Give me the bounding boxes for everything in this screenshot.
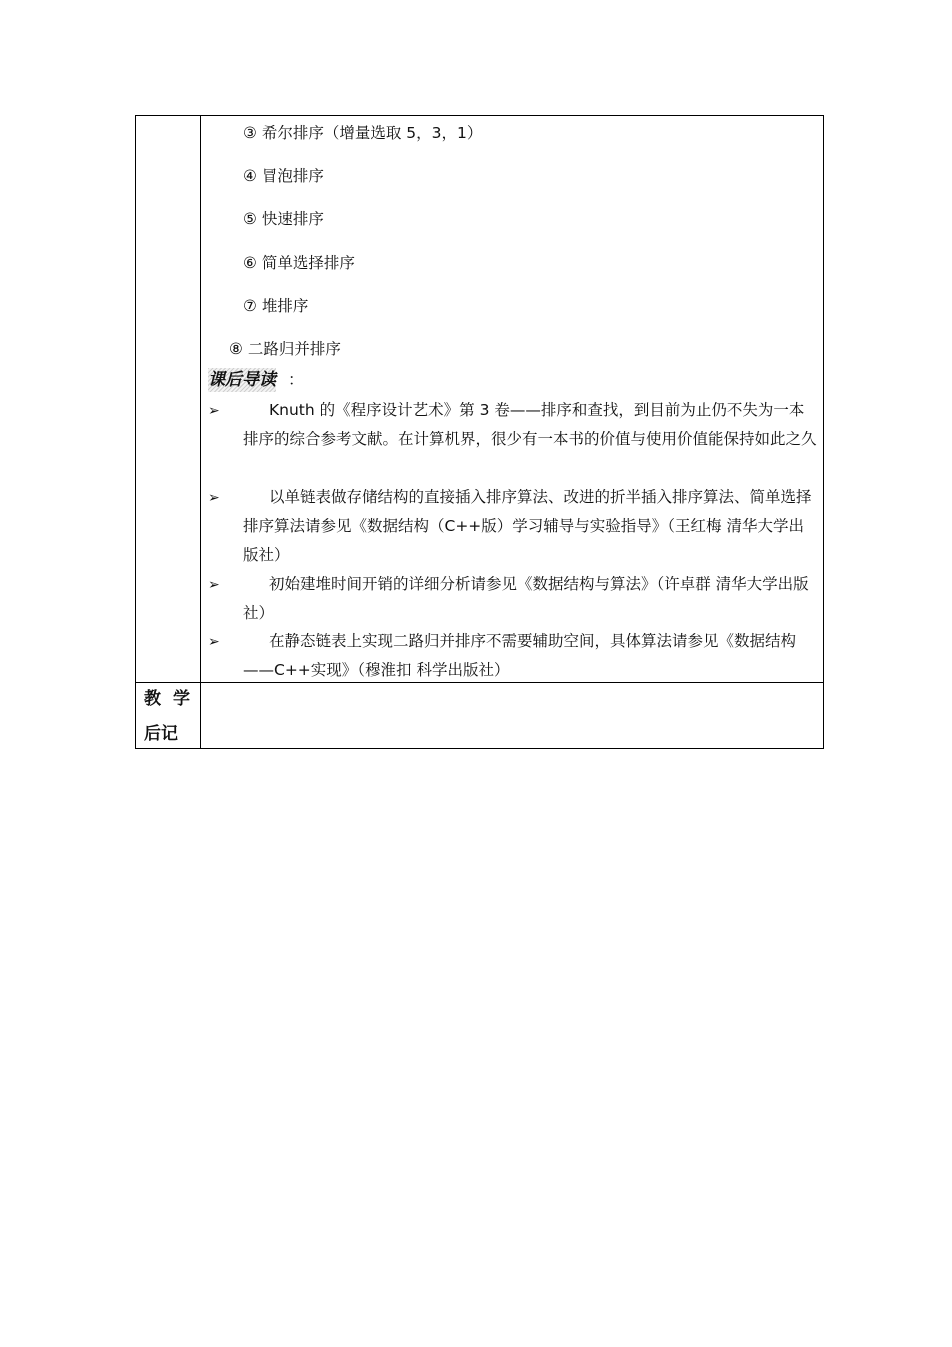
bullet-icon: ➢ <box>208 403 220 419</box>
teaching-notes-label-line2: 后记 <box>144 724 178 744</box>
list-item-merge-sort: ⑧ 二路归并排序 <box>229 340 341 358</box>
teaching-notes-label-line1: 教学 <box>144 689 202 709</box>
list-item-selection-sort: ⑥ 简单选择排序 <box>243 254 355 272</box>
reading-paragraph-4: 在静态链表上实现二路归并排序不需要辅助空间，具体算法请参见《数据结构——C++实现》（穆淮扣 科学出版社） <box>243 632 797 679</box>
list-item-quick-sort: ⑤ 快速排序 <box>243 210 324 228</box>
reading-heading: 课后导读 <box>208 370 276 390</box>
lesson-table <box>135 115 824 749</box>
column-divider <box>200 116 201 748</box>
bullet-icon: ➢ <box>208 634 220 650</box>
reading-paragraph-1: Knuth 的《程序设计艺术》第 3 卷——排序和查找，到目前为止仍不失为一本排序的综合参考文献。在计算机界，很少有一本书的价值与使用价值能保持如此之久 <box>243 401 817 448</box>
bullet-icon: ➢ <box>208 577 220 593</box>
reading-paragraph-3: 初始建堆时间开销的详细分析请参见《数据结构与算法》（许卓群 清华大学出版社） <box>243 575 809 622</box>
reading-paragraph-2: 以单链表做存储结构的直接插入排序算法、改进的折半插入排序算法、简单选择排序算法请参见《数据结构（C++版）学习辅导与实验指导》（王红梅 清华大学出版社） <box>243 488 812 564</box>
list-item-heap-sort: ⑦ 堆排序 <box>243 297 309 315</box>
list-item-bubble-sort: ④ 冒泡排序 <box>243 167 324 185</box>
list-item-shell-sort: ③ 希尔排序（增量选取 5，3，1） <box>243 124 483 142</box>
reading-heading-colon: ： <box>288 370 305 389</box>
bullet-icon: ➢ <box>208 490 220 506</box>
